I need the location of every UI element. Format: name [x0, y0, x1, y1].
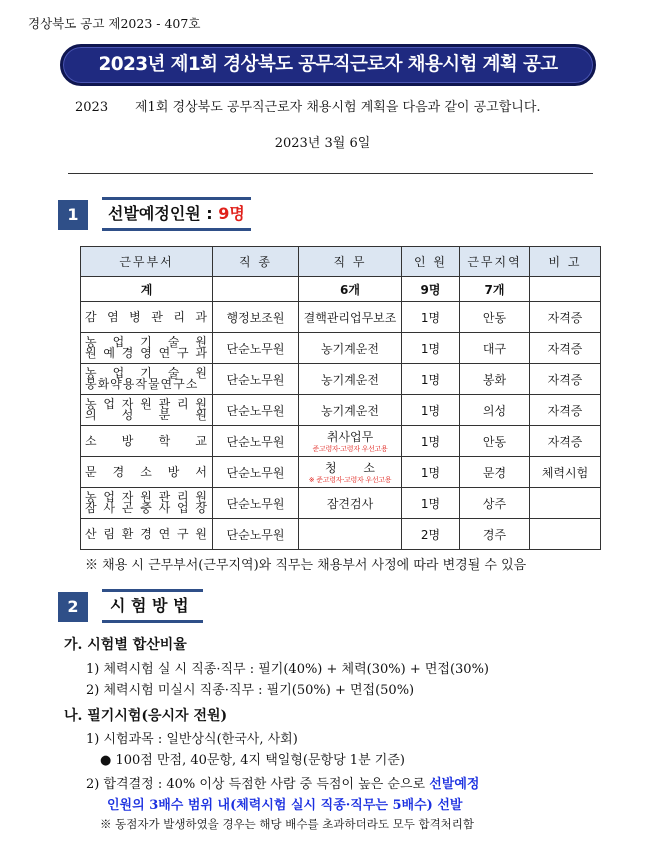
total-count: 9명 [402, 277, 460, 302]
row-dept [81, 457, 213, 488]
ratio-without-fitness: 2) 체력시험 미실시 직종·직무 : 필기(50%) + 면접(50%) [86, 683, 415, 698]
ratio-with-fitness: 1) 체력시험 실 시 직종·직무 : 필기(40%) + 체력(30%) + 면접(30%) [86, 662, 490, 677]
intro-sentence [75, 96, 541, 115]
table-row [81, 457, 601, 488]
section-title-1-count: 9명 [218, 204, 245, 223]
col-header-region: 근무지역 [460, 247, 530, 277]
row-type: 단순노무원 [213, 364, 299, 395]
row-type: 행정보조원 [213, 302, 299, 333]
row-dept-line1: 산 림 환 경 연 구 원 [85, 526, 208, 541]
section-title-2: 시 험 방 법 [102, 589, 203, 623]
row-type: 단순노무원 [213, 519, 299, 550]
row-region: 안동 [460, 426, 530, 457]
subsection-b-title: 나. 필기시험(응시자 전원) [64, 708, 228, 724]
section-number-1: 1 [58, 200, 88, 230]
row-dept-line2: 봉화약용작물연구소 [85, 377, 199, 391]
table-row [81, 519, 601, 550]
table-row [81, 333, 601, 364]
row-dept [81, 488, 213, 519]
row-type: 단순노무원 [213, 395, 299, 426]
notice-number: 경상북도 공고 제2023 - 407호 [28, 16, 201, 31]
col-header-dept: 근무부서 [81, 247, 213, 277]
total-type [213, 277, 299, 302]
row-note [530, 488, 601, 519]
row-duty-text: 청 소 [325, 461, 375, 475]
row-note: 자격증 [530, 426, 601, 457]
col-header-note: 비 고 [530, 247, 601, 277]
pass-decision-highlight1: 선발예정 [429, 777, 480, 792]
row-count: 1명 [402, 302, 460, 333]
pass-decision-highlight2: 인원의 3배수 범위 내(체력시험 실시 직종·직무는 5배수) 선발 [107, 798, 463, 813]
exam-format [100, 749, 405, 768]
row-region: 경주 [460, 519, 530, 550]
section-title-1-text: 선발예정인원 : [108, 204, 219, 223]
row-dept [81, 364, 213, 395]
row-count: 2명 [402, 519, 460, 550]
row-dept-line1: 농 업 자 원 관 리 원 [85, 397, 208, 411]
row-type: 단순노무원 [213, 426, 299, 457]
pass-decision-prefix: 2) 합격결정 : 40% 이상 득점한 사람 중 득점이 높은 순으로 [86, 777, 430, 792]
row-type: 단순노무원 [213, 333, 299, 364]
row-count: 1명 [402, 457, 460, 488]
table-footnote: ※ 채용 시 근무부서(근무지역)와 직무는 채용부서 사정에 따라 변경될 수 있음 [85, 558, 527, 573]
row-dept-line1: 소 방 학 교 [85, 433, 208, 448]
row-note: 자격증 [530, 364, 601, 395]
row-region: 안동 [460, 302, 530, 333]
recruitment-table [80, 246, 601, 550]
row-dept-line1: 문 경 소 방 서 [85, 464, 208, 479]
total-duty: 6개 [299, 277, 402, 302]
col-header-type: 직 종 [213, 247, 299, 277]
table-row [81, 302, 601, 333]
total-region: 7개 [460, 277, 530, 302]
row-note: 자격증 [530, 302, 601, 333]
row-dept [81, 395, 213, 426]
row-count: 1명 [402, 488, 460, 519]
row-region: 문경 [460, 457, 530, 488]
intro-year: 2023 [75, 100, 109, 115]
row-region: 상주 [460, 488, 530, 519]
row-dept-line1: 농 업 자 원 관 리 원 [85, 490, 208, 504]
exam-format-text: 100점 만점, 40문항, 4지 택일형(문항당 1분 기준) [115, 753, 405, 768]
row-note: 자격증 [530, 333, 601, 364]
row-note: 체력시험 [530, 457, 601, 488]
table-row [81, 488, 601, 519]
col-header-count: 인 원 [402, 247, 460, 277]
tie-note: ※ 동점자가 발생하였을 경우는 해당 배수를 초과하더라도 모두 합격처리함 [100, 817, 475, 831]
row-region: 의성 [460, 395, 530, 426]
table-row [81, 364, 601, 395]
notice-date: 2023년 3월 6일 [274, 136, 371, 151]
row-count: 1명 [402, 333, 460, 364]
row-dept-line2: 원 예 경 영 연 구 과 [85, 346, 208, 360]
col-header-duty: 직 무 [299, 247, 402, 277]
row-dept-line2: 의 성 분 원 [85, 408, 208, 422]
row-dept-line1: 농 업 기 술 원 [85, 366, 208, 380]
row-count: 1명 [402, 395, 460, 426]
row-duty-text: 취사업무 [326, 430, 374, 444]
table-total-row [81, 277, 601, 302]
pass-decision-line1 [86, 773, 479, 792]
row-type: 단순노무원 [213, 488, 299, 519]
row-region: 대구 [460, 333, 530, 364]
row-count: 1명 [402, 426, 460, 457]
row-duty [299, 457, 402, 488]
table-header-row [81, 247, 601, 277]
row-dept-line1: 농 업 기 술 원 [85, 335, 208, 349]
row-duty: 결핵관리업무보조 [299, 302, 402, 333]
subsection-a-title: 가. 시험별 합산비율 [64, 637, 187, 653]
exam-subjects: 1) 시험과목 : 일반상식(한국사, 사회) [86, 732, 298, 747]
row-dept [81, 333, 213, 364]
total-label: 계 [81, 277, 213, 302]
notice-title: 2023년 제1회 경상북도 공무직근로자 채용시험 계획 공고 [60, 44, 596, 86]
row-duty: 농기계운전 [299, 364, 402, 395]
row-duty-note: 준고령자·고령자 우선고용 [312, 445, 388, 453]
row-dept [81, 302, 213, 333]
row-count: 1명 [402, 364, 460, 395]
row-duty: 잠견검사 [299, 488, 402, 519]
row-dept [81, 426, 213, 457]
section-number-2: 2 [58, 592, 88, 622]
row-duty: 농기계운전 [299, 395, 402, 426]
row-dept-line1: 감 염 병 관 리 과 [85, 309, 208, 324]
total-note [530, 277, 601, 302]
row-note [530, 519, 601, 550]
row-duty [299, 426, 402, 457]
section-title-1 [102, 197, 251, 231]
table-row [81, 395, 601, 426]
row-duty: 농기계운전 [299, 333, 402, 364]
intro-text: 제1회 경상북도 공무직근로자 채용시험 계획을 다음과 같이 공고합니다. [135, 100, 541, 115]
row-note: 자격증 [530, 395, 601, 426]
row-duty-note: ※ 준고령자·고령자 우선고용 [308, 476, 392, 484]
divider [68, 173, 593, 174]
row-duty [299, 519, 402, 550]
row-type: 단순노무원 [213, 457, 299, 488]
row-dept [81, 519, 213, 550]
bullet-icon: ● [100, 753, 112, 768]
row-region: 봉화 [460, 364, 530, 395]
row-dept-line2: 잠 사 곤 충 사 업 장 [85, 501, 208, 515]
table-row [81, 426, 601, 457]
